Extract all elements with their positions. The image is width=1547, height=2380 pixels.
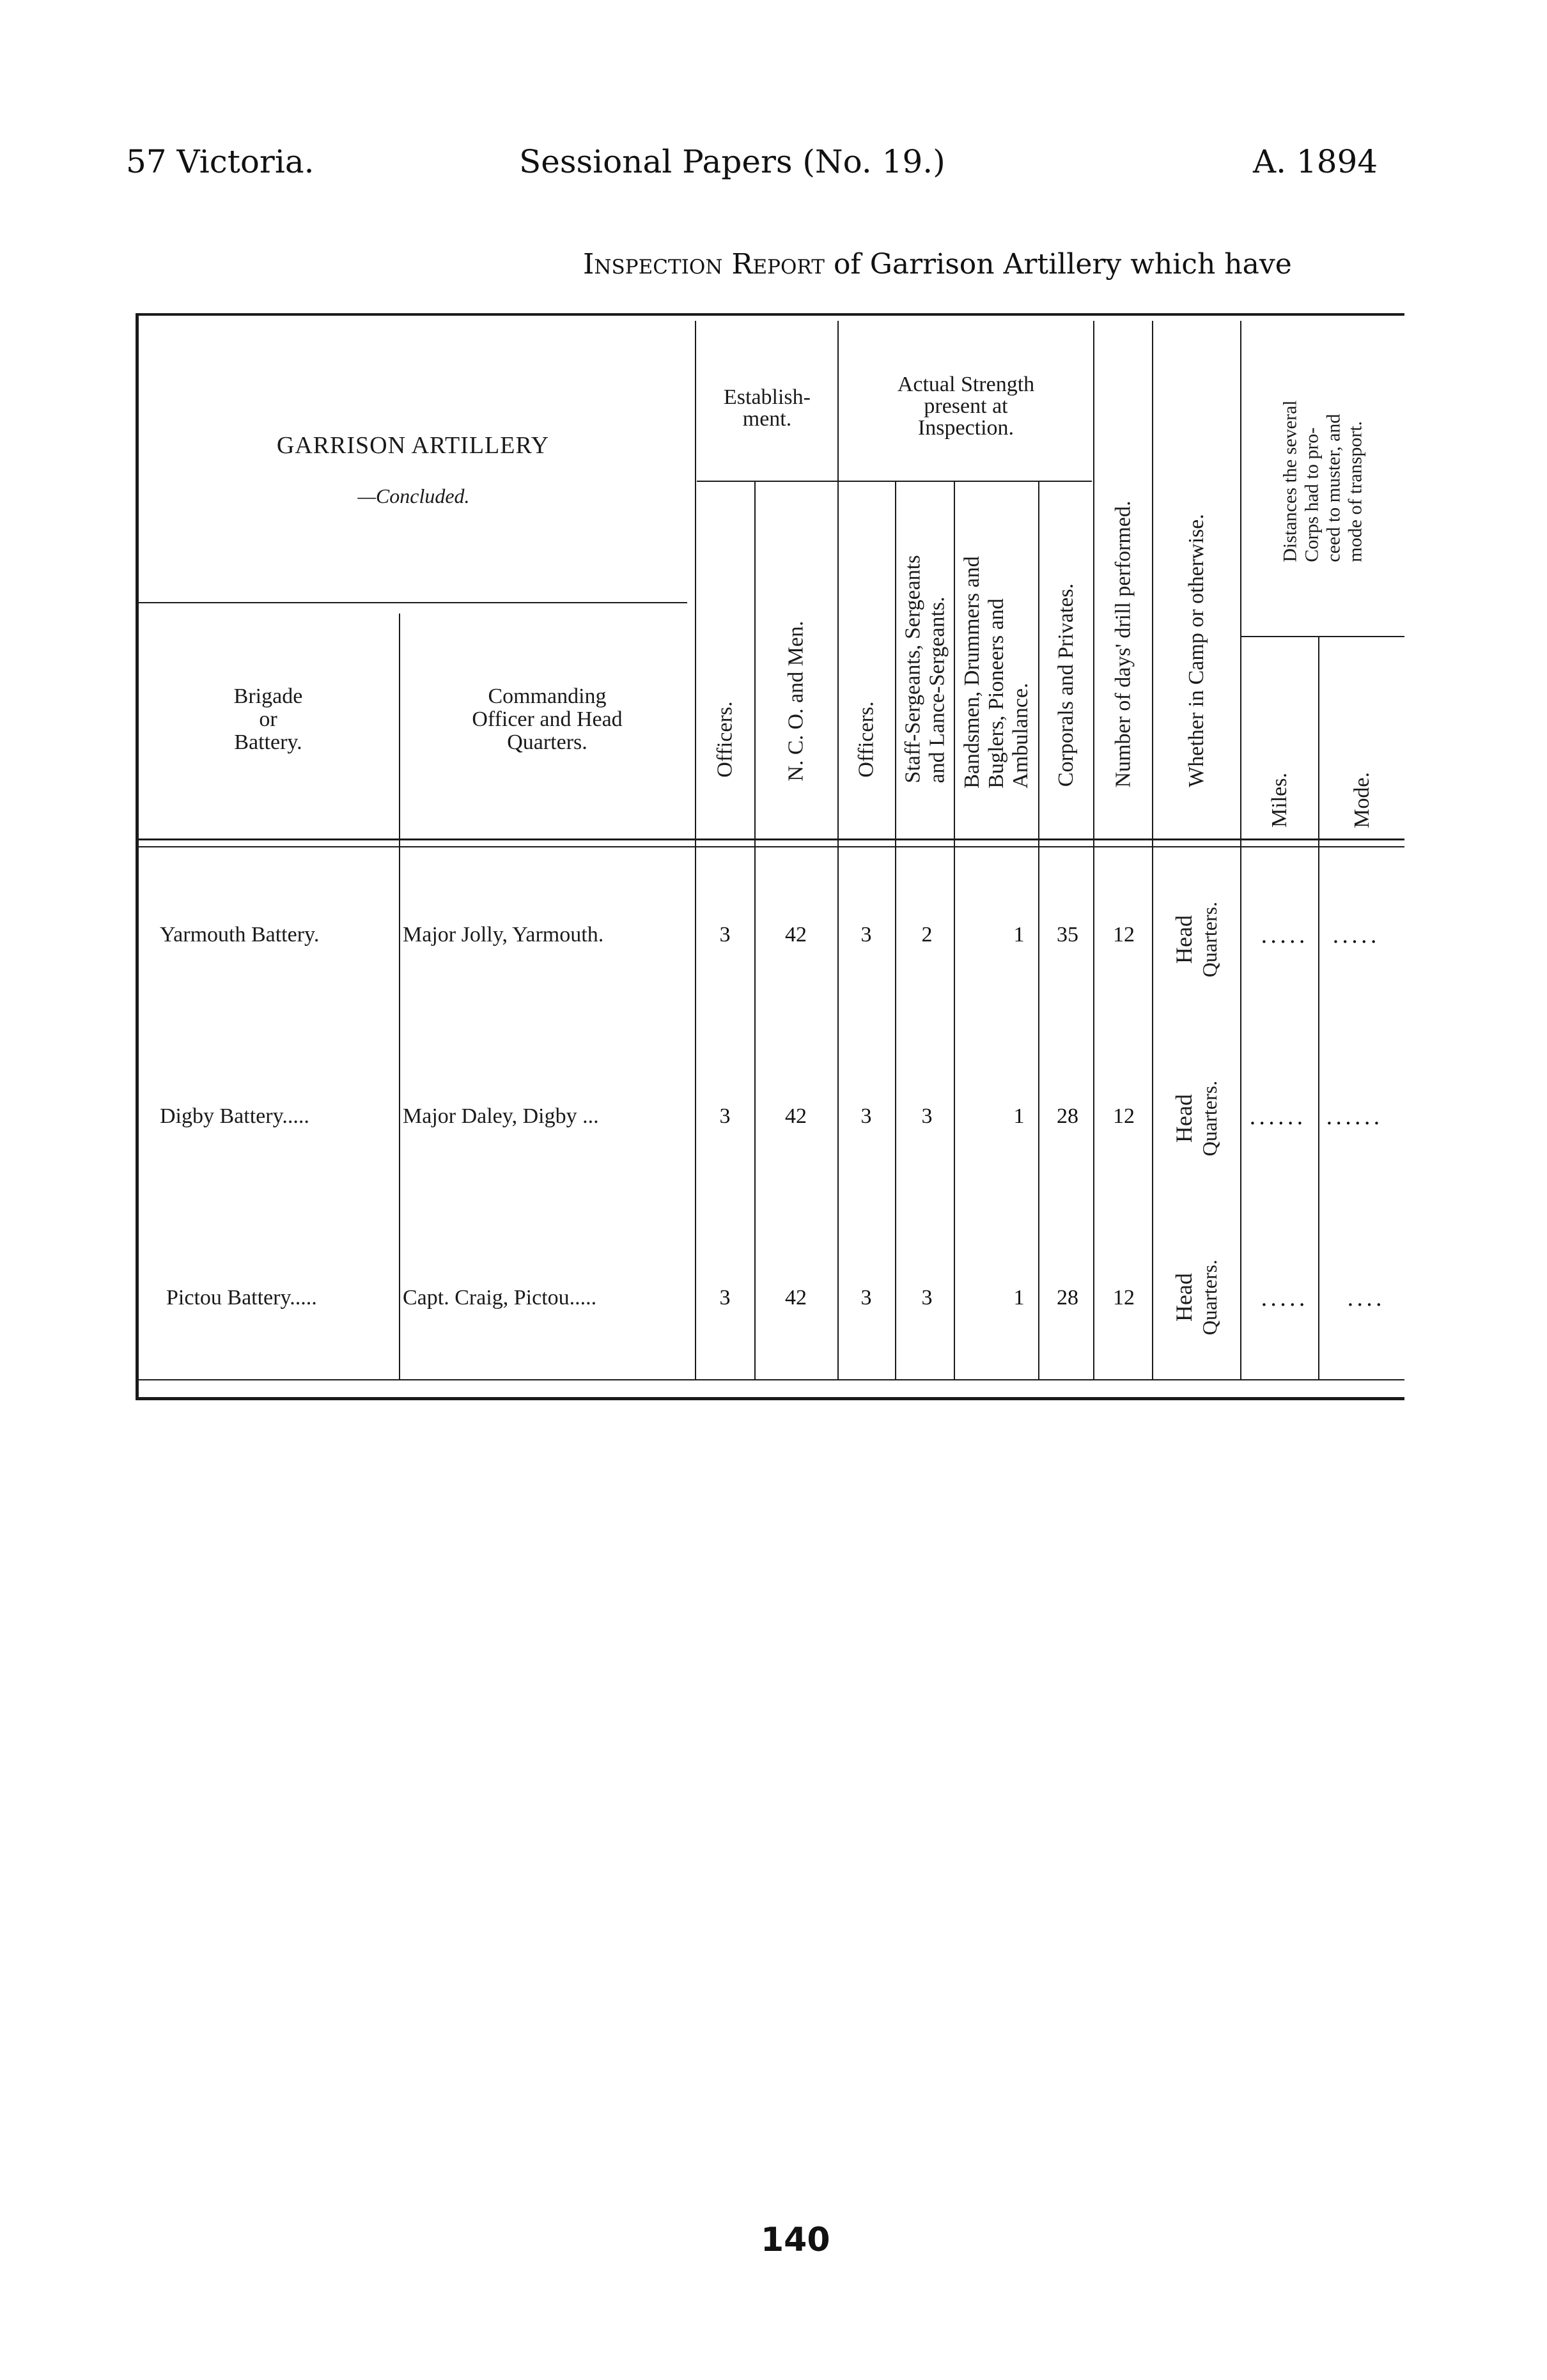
row3-act-officers: 3	[860, 1286, 872, 1310]
row2-whether-text	[1171, 1081, 1222, 1156]
row3-mode: ....	[1347, 1286, 1385, 1311]
row1-est-officers: 3	[719, 923, 731, 947]
rule-footer	[136, 1379, 1404, 1380]
header-distances-l2: Corps had to pro-	[1301, 427, 1323, 562]
header-establishment-l2: ment.	[742, 407, 792, 431]
subtitle-rest: of Garrison Artillery which have	[833, 248, 1292, 281]
row2-whether-l2: Quarters.	[1197, 1080, 1221, 1157]
row1-miles: .....	[1261, 923, 1309, 948]
header-commanding-l3: Quarters.	[507, 730, 587, 754]
row2-est-nco: 42	[785, 1104, 807, 1128]
row1-whether-l1: Head	[1170, 915, 1197, 964]
header-brigade	[139, 685, 398, 754]
row2-miles: ......	[1249, 1104, 1306, 1130]
row3-whether-l1: Head	[1170, 1273, 1197, 1322]
row1-whether-text	[1171, 902, 1222, 977]
header-days	[1094, 326, 1152, 835]
header-actual-l1: Actual Strength	[897, 373, 1035, 396]
row2-staff: 3	[921, 1104, 933, 1128]
row2-bandsmen: 1	[1013, 1104, 1025, 1128]
header-bandsmen-l3: Ambulance.	[1009, 683, 1033, 789]
header-brigade-l3: Battery.	[234, 730, 302, 754]
section-subtitle: —Concluded.	[357, 484, 470, 507]
row2-battery: Digby Battery.....	[160, 1104, 309, 1128]
header-bandsmen	[955, 484, 1038, 835]
rule-establishment	[697, 481, 837, 482]
col-line-4	[837, 321, 839, 1379]
rule-actual	[837, 481, 1092, 482]
row3-days: 12	[1113, 1286, 1135, 1310]
row1-mode: .....	[1332, 923, 1380, 948]
header-distances-l3: ceed to muster, and	[1323, 413, 1344, 562]
page-number: 140	[761, 2221, 830, 2259]
header-actual	[839, 374, 1093, 439]
rule-header-bottom-2	[136, 846, 1404, 847]
row3-whether	[1153, 1221, 1240, 1374]
row1-bandsmen: 1	[1013, 923, 1025, 947]
row1-act-officers: 3	[860, 923, 872, 947]
row3-est-nco: 42	[785, 1286, 807, 1310]
header-corporals	[1039, 484, 1093, 835]
subtitle-caps-2: Report	[731, 248, 825, 281]
row1-commanding: Major Jolly, Yarmouth.	[403, 923, 604, 947]
header-bandsmen-l1: Bandsmen, Drummers and	[960, 556, 984, 789]
row3-est-officers: 3	[719, 1286, 731, 1310]
row2-days: 12	[1113, 1104, 1135, 1128]
header-distances-text	[1279, 400, 1366, 562]
header-days-text: Number of days' drill performed.	[1111, 500, 1135, 788]
header-commanding-l2: Officer and Head	[472, 707, 623, 731]
col-line-2	[695, 321, 696, 1379]
row2-whether	[1153, 1042, 1240, 1195]
header-act-officers-text: Officers.	[855, 701, 879, 778]
header-distances	[1241, 326, 1404, 636]
header-est-officers-text: Officers.	[713, 701, 737, 778]
row2-est-officers: 3	[719, 1104, 731, 1128]
header-center: Sessional Papers (No. 19.)	[519, 143, 945, 180]
header-brigade-l1: Brigade	[233, 684, 303, 708]
row2-act-officers: 3	[860, 1104, 872, 1128]
row1-est-nco: 42	[785, 923, 807, 947]
rule-left	[136, 313, 139, 1400]
header-est-nco-text: N. C. O. and Men.	[784, 621, 809, 782]
inspection-table	[136, 313, 1404, 1400]
header-whether	[1153, 326, 1240, 835]
header-actual-l2: present at	[924, 394, 1008, 418]
row1-whether	[1153, 863, 1240, 1016]
header-corporals-text: Corporals and Privates.	[1054, 583, 1078, 787]
row3-miles: .....	[1261, 1286, 1309, 1311]
header-right: A. 1894	[1253, 143, 1378, 180]
row3-bandsmen: 1	[1013, 1286, 1025, 1310]
header-staff-l1: Staff-Sergeants, Sergeants	[901, 555, 924, 784]
row3-staff: 3	[921, 1286, 933, 1310]
header-distances-l1: Distances the several	[1279, 399, 1301, 562]
header-commanding	[400, 685, 694, 754]
header-commanding-l1: Commanding	[488, 684, 607, 708]
rule-top	[136, 313, 1404, 316]
row3-whether-l2: Quarters.	[1197, 1259, 1221, 1336]
row1-whether-l2: Quarters.	[1197, 901, 1221, 978]
rule-header-bottom-1	[136, 838, 1404, 840]
header-est-nco	[756, 484, 837, 835]
header-staff-text	[901, 555, 949, 784]
row3-commanding: Capt. Craig, Pictou.....	[403, 1286, 597, 1310]
header-brigade-l2: or	[259, 707, 277, 731]
subtitle-caps-1: Inspection	[583, 248, 723, 281]
row1-days: 12	[1113, 923, 1135, 947]
row2-mode: ......	[1326, 1104, 1383, 1130]
header-est-officers	[696, 484, 754, 835]
header-act-officers	[839, 484, 895, 835]
table-subtitle	[583, 248, 1292, 281]
header-staff	[896, 484, 954, 835]
row2-whether-l1: Head	[1170, 1094, 1197, 1143]
row1-battery: Yarmouth Battery.	[160, 923, 320, 947]
header-bandsmen-l2: Buglers, Pioneers and	[984, 598, 1009, 789]
header-bandsmen-text	[960, 556, 1033, 789]
row2-commanding: Major Daley, Digby ...	[403, 1104, 599, 1128]
header-left: 57 Victoria.	[126, 143, 315, 180]
row3-corporals: 28	[1057, 1286, 1078, 1310]
header-miles-text: Miles.	[1267, 773, 1291, 828]
header-mode-text: Mode.	[1349, 772, 1374, 828]
header-mode	[1319, 637, 1404, 835]
header-whether-text: Whether in Camp or otherwise.	[1185, 514, 1208, 787]
header-miles	[1241, 637, 1318, 835]
row1-corporals: 35	[1057, 923, 1078, 947]
header-actual-l3: Inspection.	[917, 416, 1014, 440]
rule-section	[139, 602, 687, 603]
header-establishment-l1: Establish-	[724, 385, 811, 409]
row1-staff: 2	[921, 923, 933, 947]
row2-corporals: 28	[1057, 1104, 1078, 1128]
row3-whether-text	[1171, 1260, 1222, 1335]
header-distances-l4: mode of transport.	[1344, 421, 1366, 562]
rule-bottom	[136, 1397, 1404, 1400]
header-establishment	[697, 387, 837, 430]
section-title: GARRISON ARTILLERY	[276, 432, 550, 459]
header-staff-l2: and Lance-Sergeants.	[925, 596, 949, 784]
row3-battery: Pictou Battery.....	[166, 1286, 317, 1310]
